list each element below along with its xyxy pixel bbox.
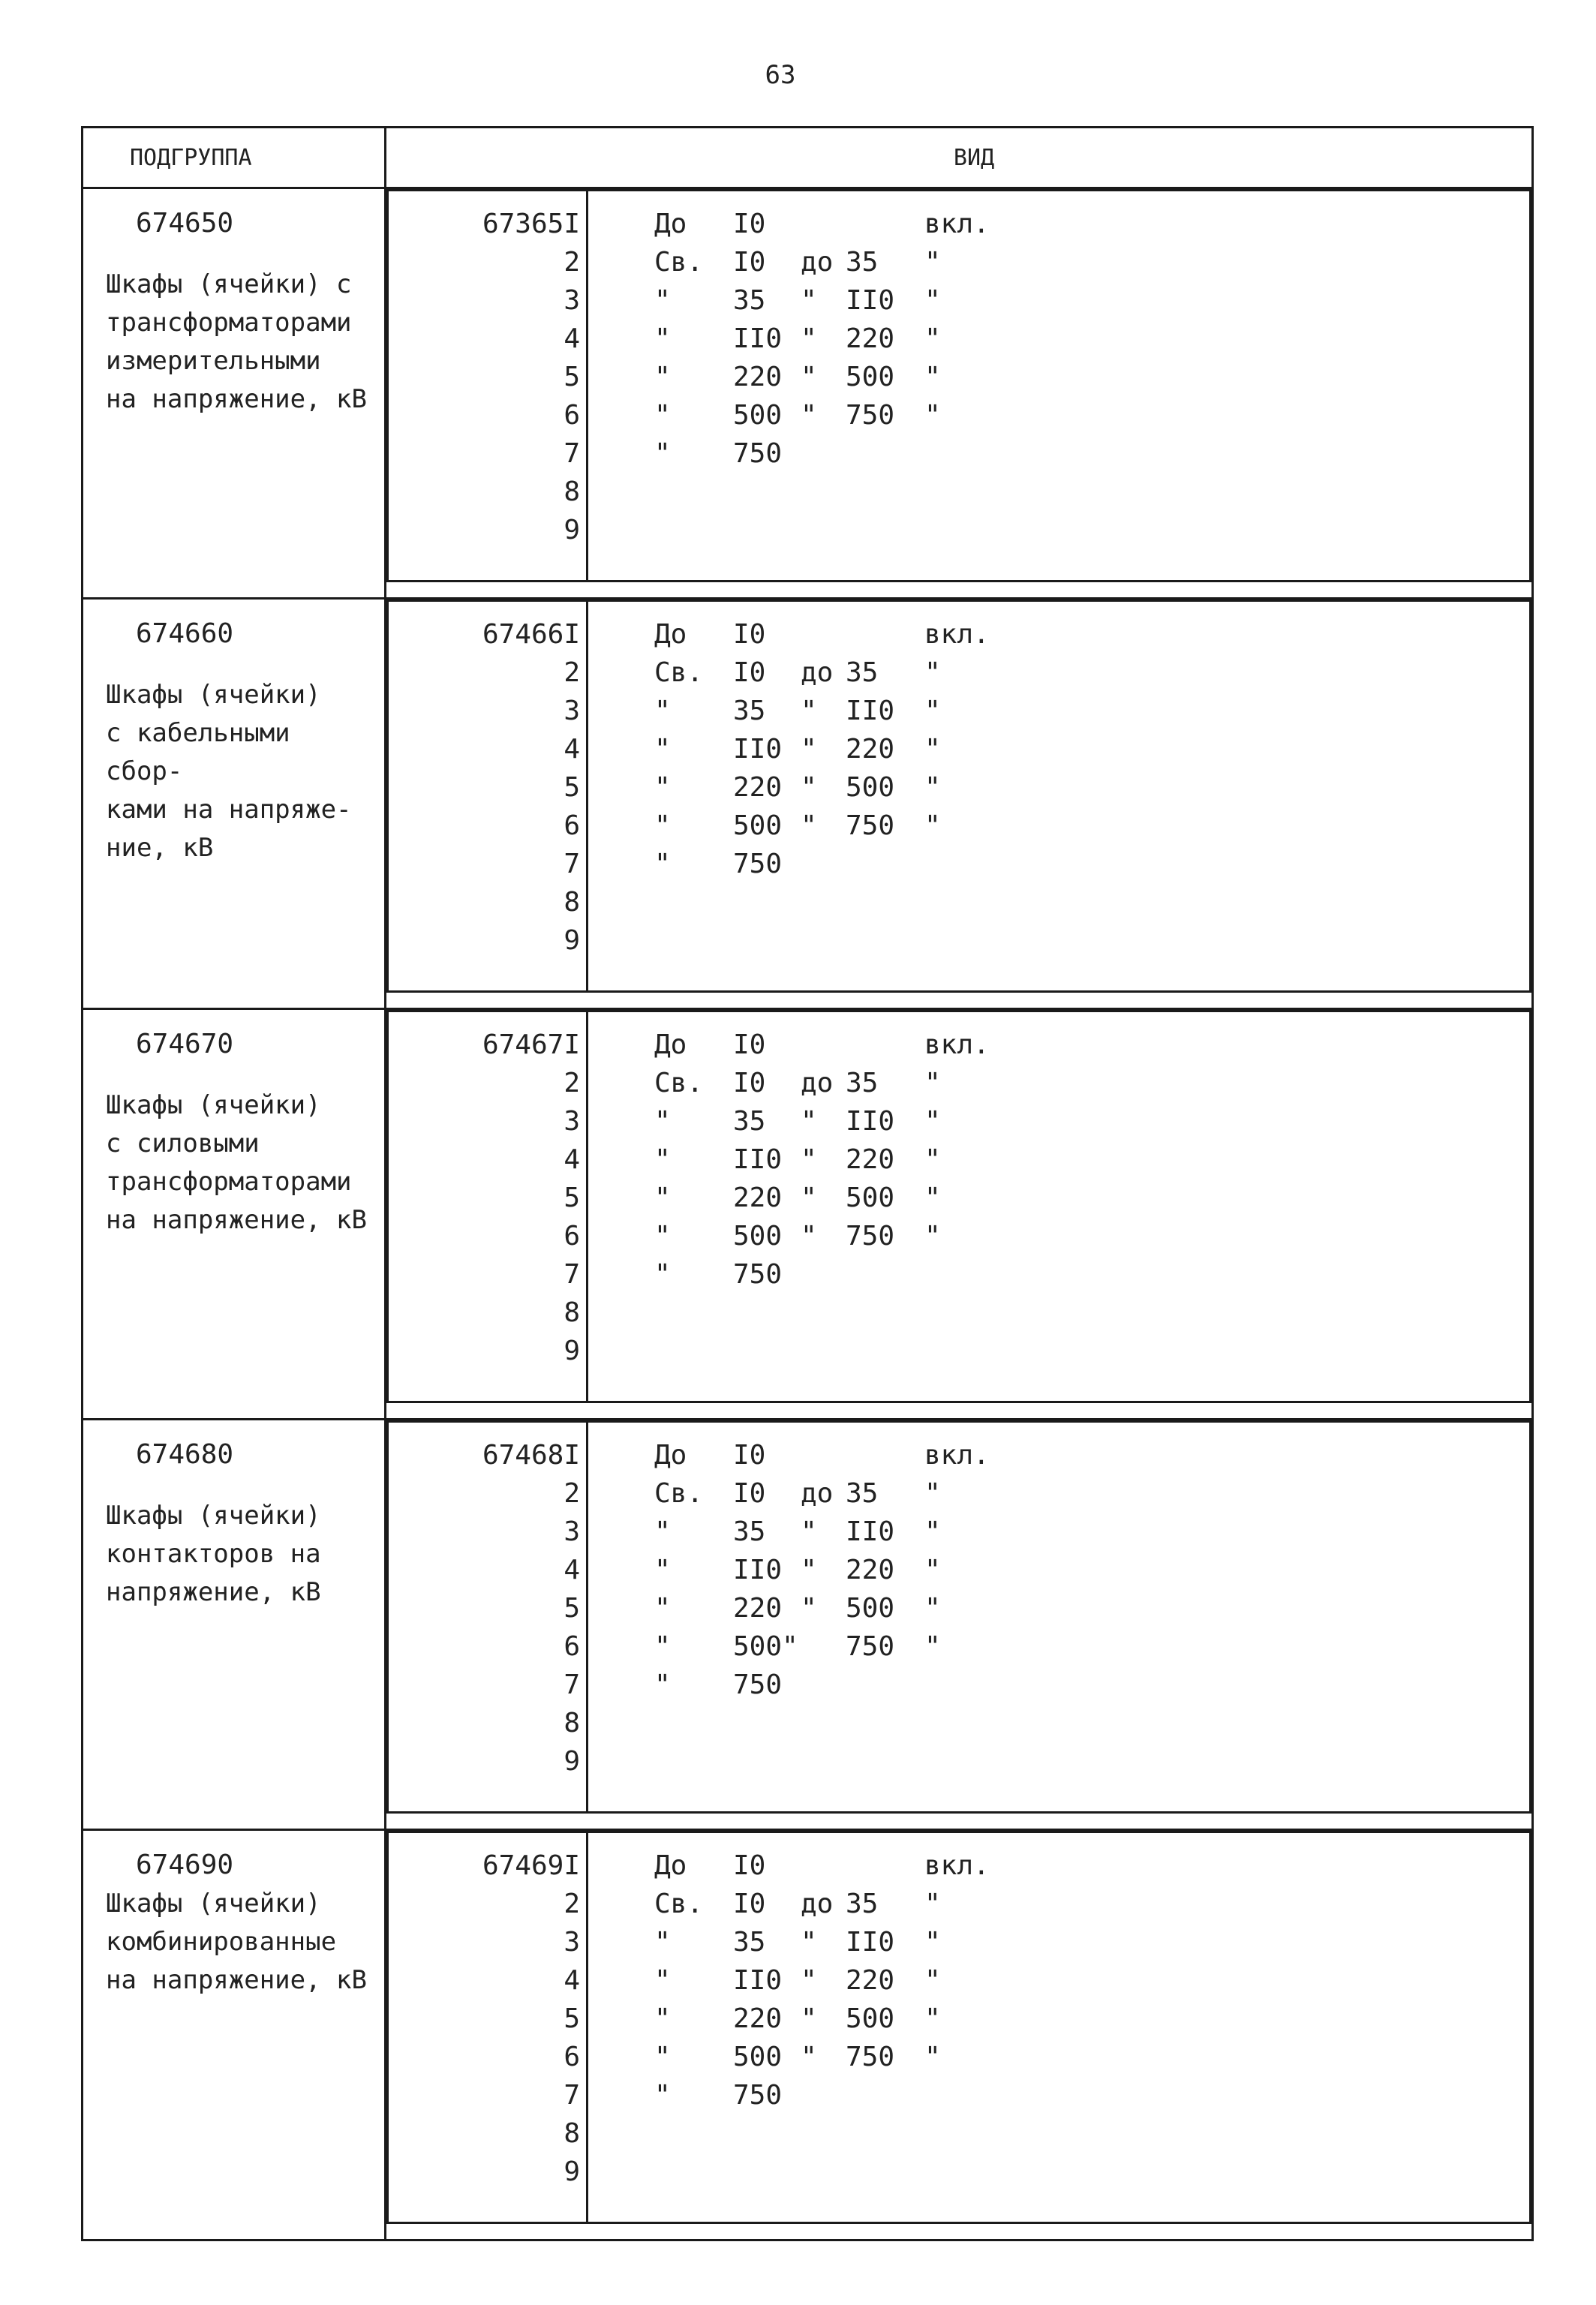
voltage-range-token: " — [924, 1106, 941, 1137]
voltage-range-token: " — [924, 772, 941, 803]
subgroup-name-line: напряжение, кВ — [106, 1577, 321, 1607]
type-code: 2 — [564, 1478, 580, 1509]
type-code: 67466I — [482, 619, 580, 650]
type-cell — [386, 1009, 1533, 1420]
voltage-range-token: до — [801, 1889, 834, 1919]
table-row — [83, 1830, 1533, 2240]
voltage-range-token: 500 — [846, 1593, 895, 1624]
voltage-range-token: II0 — [733, 323, 783, 354]
voltage-range-row — [654, 1255, 1529, 1294]
voltage-range-row — [654, 1102, 1529, 1140]
voltage-range-row — [654, 1140, 1529, 1179]
voltage-ranges-column — [588, 1832, 1531, 2223]
voltage-range-token: " — [801, 1144, 817, 1175]
voltage-range-row — [654, 396, 1529, 434]
subgroup-cell — [83, 1009, 386, 1420]
type-code: 67469I — [482, 1850, 580, 1881]
voltage-range-token: " — [654, 810, 671, 841]
voltage-range-token: " — [924, 1593, 941, 1624]
voltage-range-token: " — [654, 1259, 671, 1290]
type-code: 4 — [564, 1555, 580, 1585]
voltage-range-token: вкл. — [924, 1029, 990, 1060]
voltage-range-row — [654, 1885, 1529, 1923]
voltage-range-token: 35 — [846, 657, 879, 688]
groups-body — [83, 188, 1533, 2240]
type-cell — [386, 1830, 1533, 2240]
voltage-range-token: " — [654, 1631, 671, 1662]
voltage-range-row — [654, 1026, 1529, 1064]
voltage-range-token: 35 — [733, 285, 766, 316]
type-codes-column — [388, 1011, 588, 1402]
table-row — [83, 1009, 1533, 1420]
voltage-range-token: I0 — [733, 1068, 766, 1098]
voltage-range-token: вкл. — [924, 1850, 990, 1881]
type-code: 6 — [564, 810, 580, 841]
voltage-range-token: " — [801, 2003, 817, 2034]
type-code: 3 — [564, 285, 580, 316]
voltage-range-token: 35 — [733, 1516, 766, 1547]
subgroup-code: 674670 — [136, 1029, 234, 1059]
voltage-range-token: " — [654, 362, 671, 392]
voltage-range-token: " — [801, 2042, 817, 2072]
voltage-range-token: До — [654, 1850, 687, 1881]
type-code: 4 — [564, 1144, 580, 1175]
voltage-range-token: 35 — [733, 1106, 766, 1137]
type-code: 8 — [564, 1708, 580, 1739]
voltage-range-row — [654, 768, 1529, 807]
voltage-range-row — [654, 1179, 1529, 1217]
voltage-range-token: 220 — [846, 323, 895, 354]
type-code: 9 — [564, 1746, 580, 1777]
voltage-range-row — [654, 1961, 1529, 2000]
voltage-range-token: " — [801, 400, 817, 431]
voltage-range-row — [654, 281, 1529, 320]
subgroup-name — [106, 266, 377, 419]
voltage-range-token: 220 — [733, 1593, 783, 1624]
voltage-range-token: " — [801, 1593, 817, 1624]
voltage-range-token: " — [654, 1965, 671, 1996]
voltage-range-token: 220 — [846, 1965, 895, 1996]
table-row — [83, 1420, 1533, 1830]
voltage-range-token: " — [924, 1516, 941, 1547]
voltage-range-token: " — [924, 247, 941, 278]
subgroup-name-line: Шкафы (ячейки) — [106, 680, 321, 710]
voltage-range-token: " — [654, 734, 671, 765]
voltage-range-token: 750 — [733, 438, 783, 469]
voltage-range-row — [654, 434, 1529, 473]
header-subgroup: ПОДГРУППА — [83, 128, 386, 188]
type-code: 7 — [564, 2080, 580, 2111]
type-code: 3 — [564, 1927, 580, 1958]
type-code: 4 — [564, 323, 580, 354]
voltage-range-token: 220 — [733, 2003, 783, 2034]
voltage-range-token: " — [801, 285, 817, 316]
voltage-range-token: " — [654, 285, 671, 316]
voltage-range-token: II0 — [733, 1965, 783, 1996]
type-code: 6 — [564, 1631, 580, 1662]
table-header — [83, 128, 1533, 188]
subgroup-code: 674680 — [136, 1439, 234, 1470]
type-cell — [386, 188, 1533, 599]
voltage-range-token: I0 — [733, 1029, 766, 1060]
voltage-range-token: 750 — [733, 849, 783, 879]
voltage-range-token: II0 — [846, 1106, 895, 1137]
type-code: 7 — [564, 849, 580, 879]
voltage-range-token: " — [801, 1927, 817, 1958]
voltage-range-token: " — [924, 323, 941, 354]
type-code: 2 — [564, 1889, 580, 1919]
type-cell — [386, 599, 1533, 1009]
voltage-range-token: 750 — [846, 1631, 895, 1662]
type-code: 67365I — [482, 209, 580, 239]
type-code: 8 — [564, 887, 580, 918]
voltage-range-token: " — [924, 2003, 941, 2034]
type-code: 2 — [564, 247, 580, 278]
voltage-range-token: 500 — [846, 772, 895, 803]
voltage-range-token: " — [924, 1631, 941, 1662]
voltage-range-row — [654, 1923, 1529, 1961]
voltage-range-token: " — [654, 2042, 671, 2072]
voltage-range-token: " — [654, 1927, 671, 1958]
voltage-range-token: II0 — [846, 696, 895, 726]
voltage-range-token: " — [654, 696, 671, 726]
voltage-range-row — [654, 1217, 1529, 1255]
subgroup-name-line: трансформаторами — [106, 1167, 352, 1197]
voltage-range-token: II0 — [846, 1927, 895, 1958]
subgroup-name-line: измерительными — [106, 346, 321, 376]
type-code: 8 — [564, 1297, 580, 1328]
voltage-range-token: " — [801, 1965, 817, 1996]
voltage-range-token: До — [654, 209, 687, 239]
type-code: 4 — [564, 1965, 580, 1996]
type-code: 5 — [564, 772, 580, 803]
subgroup-name-line: трансформаторами — [106, 308, 352, 338]
voltage-range-token: II0 — [846, 285, 895, 316]
voltage-range-token: " — [801, 734, 817, 765]
voltage-range-token: " — [801, 772, 817, 803]
subgroup-name-line: с силовыми — [106, 1128, 260, 1159]
voltage-range-token: II0 — [846, 1516, 895, 1547]
subgroup-cell — [83, 1830, 386, 2240]
voltage-range-token: I0 — [733, 619, 766, 650]
type-code: 6 — [564, 1221, 580, 1252]
voltage-range-token: " — [654, 1669, 671, 1700]
voltage-range-token: " — [654, 1593, 671, 1624]
type-code: 67467I — [482, 1029, 580, 1060]
voltage-range-token: " — [924, 657, 941, 688]
type-code: 9 — [564, 925, 580, 956]
voltage-range-token: 500 — [846, 2003, 895, 2034]
voltage-range-token: 35 — [846, 1889, 879, 1919]
voltage-range-token: 35 — [846, 1068, 879, 1098]
voltage-ranges-column — [588, 1011, 1531, 1402]
type-code: 8 — [564, 476, 580, 507]
voltage-range-token: 220 — [846, 1144, 895, 1175]
voltage-range-token: 750 — [733, 1669, 783, 1700]
voltage-range-token: " — [654, 400, 671, 431]
type-code: 67468I — [482, 1440, 580, 1471]
subgroup-name-line: Шкафы (ячейки) — [106, 1889, 321, 1919]
type-code: 3 — [564, 696, 580, 726]
voltage-range-token: 220 — [733, 1183, 783, 1213]
voltage-range-token: " — [924, 1965, 941, 1996]
classification-table — [81, 126, 1534, 2241]
subgroup-cell — [83, 599, 386, 1009]
subgroup-code: 674660 — [136, 618, 234, 649]
voltage-range-token: " — [924, 362, 941, 392]
voltage-range-row — [654, 2000, 1529, 2038]
type-code: 5 — [564, 2003, 580, 2034]
voltage-range-token: " — [924, 2042, 941, 2072]
subgroup-name-line: на напряжение, кВ — [106, 1205, 367, 1235]
type-inner-table — [386, 600, 1531, 993]
voltage-range-token: II0 — [733, 734, 783, 765]
voltage-range-row — [654, 1551, 1529, 1589]
voltage-range-token: 500 — [846, 1183, 895, 1213]
subgroup-name — [106, 676, 377, 867]
voltage-range-token: " — [924, 1889, 941, 1919]
voltage-range-token: 500 — [846, 362, 895, 392]
voltage-range-token: Св. — [654, 247, 704, 278]
type-code: 5 — [564, 1183, 580, 1213]
type-code: 5 — [564, 362, 580, 392]
type-inner-table — [386, 1010, 1531, 1403]
voltage-range-token: " — [924, 1927, 941, 1958]
voltage-range-row — [654, 615, 1529, 654]
type-inner-table — [386, 1831, 1531, 2224]
type-codes-column — [388, 1832, 588, 2223]
voltage-range-token: " — [924, 400, 941, 431]
voltage-range-token: " — [801, 1106, 817, 1137]
table-row — [83, 599, 1533, 1009]
voltage-range-row — [654, 1847, 1529, 1885]
voltage-range-row — [654, 654, 1529, 692]
voltage-range-row — [654, 1436, 1529, 1474]
voltage-range-token: I0 — [733, 247, 766, 278]
voltage-range-token: 220 — [733, 772, 783, 803]
voltage-range-token: I0 — [733, 1440, 766, 1471]
voltage-range-token: 220 — [733, 362, 783, 392]
voltage-range-token: " — [801, 696, 817, 726]
subgroup-name-line: ние, кВ — [106, 833, 214, 863]
subgroup-name-line: Шкафы (ячейки) — [106, 1090, 321, 1120]
voltage-range-token: Св. — [654, 1068, 704, 1098]
voltage-range-token: 500 — [733, 2042, 783, 2072]
type-code: 6 — [564, 2042, 580, 2072]
voltage-range-row — [654, 205, 1529, 243]
type-code: 5 — [564, 1593, 580, 1624]
voltage-range-token: I0 — [733, 1850, 766, 1881]
voltage-range-token: до — [801, 1068, 834, 1098]
voltage-range-token: вкл. — [924, 619, 990, 650]
type-cell — [386, 1420, 1533, 1830]
voltage-range-token: " — [801, 1516, 817, 1547]
voltage-range-token: До — [654, 619, 687, 650]
voltage-range-token: " — [654, 1516, 671, 1547]
voltage-range-token: 750 — [846, 810, 895, 841]
voltage-range-token: 500 — [733, 1221, 783, 1252]
voltage-ranges-column — [588, 1422, 1531, 1813]
subgroup-name — [106, 1086, 377, 1240]
voltage-range-token: " — [924, 810, 941, 841]
voltage-range-token: " — [801, 810, 817, 841]
voltage-range-token: I0 — [733, 1889, 766, 1919]
voltage-range-token: I0 — [733, 657, 766, 688]
voltage-range-token: Св. — [654, 1889, 704, 1919]
type-code: 7 — [564, 438, 580, 469]
voltage-range-token: I0 — [733, 1478, 766, 1509]
voltage-range-row — [654, 692, 1529, 730]
voltage-range-token: вкл. — [924, 1440, 990, 1471]
type-codes-column — [388, 1422, 588, 1813]
subgroup-name-line: Шкафы (ячейки) — [106, 1501, 321, 1531]
subgroup-name-line: Шкафы (ячейки) с — [106, 269, 352, 299]
voltage-range-token: " — [924, 734, 941, 765]
type-codes-column — [388, 191, 588, 582]
voltage-range-row — [654, 730, 1529, 768]
subgroup-code: 674690 — [136, 1850, 234, 1880]
type-inner-table — [386, 189, 1531, 582]
type-code: 6 — [564, 400, 580, 431]
voltage-range-token: " — [654, 772, 671, 803]
voltage-range-token: " — [924, 1555, 941, 1585]
voltage-range-token: 220 — [846, 734, 895, 765]
subgroup-name — [106, 1885, 377, 2000]
voltage-range-token: " — [654, 1221, 671, 1252]
type-code: 8 — [564, 2118, 580, 2149]
voltage-range-token: " — [654, 1144, 671, 1175]
voltage-range-token: " — [924, 1144, 941, 1175]
voltage-range-token: " — [801, 1183, 817, 1213]
voltage-ranges-column — [588, 191, 1531, 582]
voltage-range-token: " — [654, 1106, 671, 1137]
subgroup-name-line: контакторов на — [106, 1539, 321, 1569]
subgroup-name-line: с кабельными сбор- — [106, 718, 290, 786]
voltage-range-row — [654, 1513, 1529, 1551]
voltage-range-token: " — [654, 1183, 671, 1213]
voltage-range-token: Св. — [654, 657, 704, 688]
subgroup-name-line: комбинированные — [106, 1927, 337, 1957]
voltage-range-token: Св. — [654, 1478, 704, 1509]
voltage-range-row — [654, 358, 1529, 396]
voltage-range-token: " — [801, 323, 817, 354]
voltage-range-token: 220 — [846, 1555, 895, 1585]
voltage-range-row — [654, 243, 1529, 281]
voltage-range-token: " — [924, 1221, 941, 1252]
voltage-range-token: " — [924, 1478, 941, 1509]
type-code: 9 — [564, 1336, 580, 1366]
voltage-range-row — [654, 1064, 1529, 1102]
subgroup-code: 674650 — [136, 208, 234, 239]
type-code: 7 — [564, 1669, 580, 1700]
voltage-range-token: 750 — [733, 1259, 783, 1290]
type-code: 4 — [564, 734, 580, 765]
voltage-range-token: 500" — [733, 1631, 798, 1662]
voltage-range-row — [654, 1627, 1529, 1666]
voltage-range-row — [654, 320, 1529, 358]
voltage-range-token: " — [801, 1221, 817, 1252]
type-code: 2 — [564, 657, 580, 688]
voltage-range-row — [654, 845, 1529, 883]
voltage-range-token: 35 — [846, 247, 879, 278]
voltage-range-token: " — [654, 323, 671, 354]
header-type: ВИД — [386, 128, 1533, 188]
voltage-ranges-column — [588, 601, 1531, 992]
voltage-range-token: " — [801, 362, 817, 392]
voltage-range-token: до — [801, 247, 834, 278]
voltage-range-row — [654, 1666, 1529, 1704]
subgroup-cell — [83, 1420, 386, 1830]
voltage-range-token: 750 — [846, 1221, 895, 1252]
voltage-range-row — [654, 1474, 1529, 1513]
page-number: 63 — [765, 60, 796, 90]
voltage-range-row — [654, 2076, 1529, 2114]
voltage-range-token: 35 — [846, 1478, 879, 1509]
type-code: 3 — [564, 1516, 580, 1547]
voltage-range-token: 750 — [733, 2080, 783, 2111]
voltage-range-token: " — [924, 696, 941, 726]
voltage-range-token: до — [801, 657, 834, 688]
voltage-range-token: I0 — [733, 209, 766, 239]
voltage-range-token: " — [801, 1555, 817, 1585]
voltage-range-token: 35 — [733, 696, 766, 726]
voltage-range-token: До — [654, 1029, 687, 1060]
type-code: 9 — [564, 2156, 580, 2187]
subgroup-cell — [83, 188, 386, 599]
type-inner-table — [386, 1420, 1531, 1814]
voltage-range-token: " — [654, 2003, 671, 2034]
voltage-range-row — [654, 2038, 1529, 2076]
subgroup-name-line: на напряжение, кВ — [106, 384, 367, 414]
table-row — [83, 188, 1533, 599]
voltage-range-token: 500 — [733, 400, 783, 431]
voltage-range-token: 750 — [846, 2042, 895, 2072]
voltage-range-token: II0 — [733, 1144, 783, 1175]
voltage-range-token: " — [654, 849, 671, 879]
voltage-range-token: II0 — [733, 1555, 783, 1585]
voltage-range-token: 500 — [733, 810, 783, 841]
voltage-range-token: вкл. — [924, 209, 990, 239]
voltage-range-token: до — [801, 1478, 834, 1509]
type-codes-column — [388, 601, 588, 992]
voltage-range-token: " — [924, 1068, 941, 1098]
subgroup-name — [106, 1497, 377, 1612]
voltage-range-row — [654, 807, 1529, 845]
type-code: 7 — [564, 1259, 580, 1290]
subgroup-name-line: ками на напряже- — [106, 795, 352, 825]
voltage-range-token: " — [924, 1183, 941, 1213]
voltage-range-token: 35 — [733, 1927, 766, 1958]
subgroup-name-line: на напряжение, кВ — [106, 1965, 367, 1995]
type-code: 3 — [564, 1106, 580, 1137]
voltage-range-token: " — [654, 438, 671, 469]
voltage-range-token: " — [654, 2080, 671, 2111]
type-code: 2 — [564, 1068, 580, 1098]
voltage-range-row — [654, 1589, 1529, 1627]
type-code: 9 — [564, 515, 580, 545]
voltage-range-token: " — [654, 1555, 671, 1585]
voltage-range-token: До — [654, 1440, 687, 1471]
voltage-range-token: 750 — [846, 400, 895, 431]
voltage-range-token: " — [924, 285, 941, 316]
